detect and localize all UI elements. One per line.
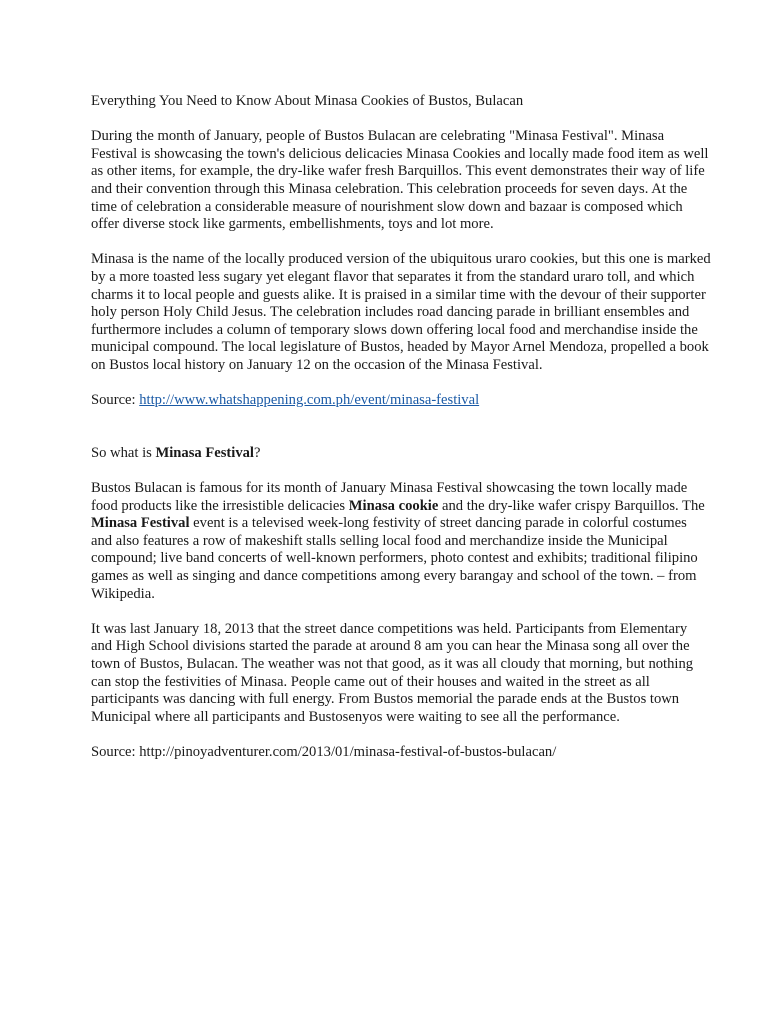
wiki-text-a: Bustos Bulacan is famous for its month of January Minasa Festival showcasing the town locally made food products like the irresistible delicacies — [91, 480, 688, 514]
source-line-2: Source: http://pinoyadventurer.com/2013/01/minasa-festival-of-bustos-bulacan/ — [91, 743, 557, 760]
paragraph-street-dance: It was last January 18, 2013 that the street dance competitions was held. Participants from Elementary and High School divisions started the parade at around 8 am you can hear the Minasa song all over the town of Bustos, Bulacan. The weather was not that good, as it was all cloudy that morning, but nothing can stop the festivities of Minasa. People came out of their houses and waited in the street as all participants was dancing with full energy. From Bustos memorial the parade ends at the Bustos town Municipal where all participants and Bustosenyos were waiting to see all the performance. — [91, 620, 694, 725]
question-bold: Minasa Festival — [155, 444, 254, 461]
section-question — [91, 445, 711, 463]
paragraph-festival-intro: During the month of January, people of Bustos Bulacan are celebrating "Minasa Festival". Minasa Festival is showcasing the town's delicious delicacies Minasa Cookies and locally made food item as well as other items, for example, the dry-like wafer fresh Barquillos. This event demonstrates their way of life and their convention through this Minasa celebration. This celebration proceeds for seven days. At the time of celebration a considerable measure of nourishment slow down and bazaar is composed which offer diverse stock like garments, embellishments, toys and lot more. — [91, 128, 709, 233]
source-label: Source: — [91, 392, 140, 409]
document-page — [91, 93, 711, 779]
source-link-whatshappening[interactable]: http://www.whatshappening.com.ph/event/minasa-festival — [139, 392, 480, 409]
paragraph-wikipedia — [91, 480, 711, 603]
document-title: Everything You Need to Know About Minasa Cookies of Bustos, Bulacan — [91, 93, 524, 109]
source-line-1 — [91, 392, 711, 410]
wiki-text-c: event is a televised week-long festivity of street dancing parade in colorful costumes and also features a row of makeshift stalls selling local food and merchandize inside the Municipal compound; live band concerts of well-known performers, photo contest and exhibits; traditional filipino games as well as singing and dance competitions among every barangay and school of the town. – from Wikipedia. — [91, 515, 698, 602]
blank-line — [91, 427, 711, 445]
paragraph-minasa-description: Minasa is the name of the locally produced version of the ubiquitous uraro cookies, but this one is marked by a more toasted less sugary yet elegant flavor that separates it from the standard uraro toll, and which charms it to local people and guests alike. It is praised in a similar time with the devour of their supporter holy person Holy Child Jesus. The celebration includes road dancing parade in brilliant ensembles and furthermore includes a column of temporary slows down offering local food and merchandise inside the municipal compound. The local legislature of Bustos, headed by Mayor Arnel Mendoza, propelled a book on Bustos local history on January 12 on the occasion of the Minasa Festival. — [91, 251, 711, 373]
wiki-text-b: and the dry-like wafer crispy Barquillos. The — [438, 497, 705, 514]
wiki-bold-minasa-festival: Minasa Festival — [91, 515, 190, 532]
question-suffix: ? — [253, 444, 261, 461]
wiki-bold-minasa-cookie: Minasa cookie — [348, 497, 439, 514]
question-prefix: So what is — [91, 444, 156, 461]
